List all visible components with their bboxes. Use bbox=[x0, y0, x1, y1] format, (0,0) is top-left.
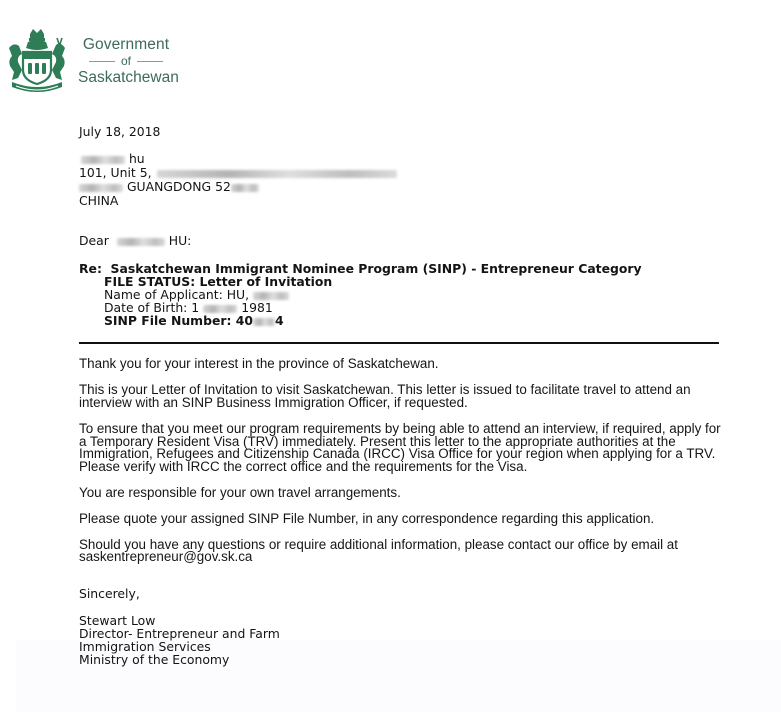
divider-rule bbox=[79, 342, 719, 344]
paragraph-thanks: Thank you for your interest in the province of Saskatchewan. bbox=[79, 356, 439, 371]
letter-paragraphs bbox=[79, 358, 724, 577]
redacted-dob bbox=[203, 305, 237, 313]
signature-block bbox=[79, 587, 280, 666]
recipient-name: hu bbox=[79, 152, 719, 166]
paragraph-travel: You are responsible for your own travel arrangements. bbox=[79, 484, 401, 500]
wordmark-of: of bbox=[120, 54, 131, 68]
government-wordmark bbox=[78, 35, 179, 86]
file-status: FILE STATUS: Letter of Invitation bbox=[104, 274, 333, 289]
redacted-street bbox=[157, 170, 397, 178]
paragraph-contact: Should you have any questions or require additional information, please contact our office by email at saskentrepreneur@gov.sk.ca bbox=[79, 536, 678, 565]
paragraph-file-number: Please quote your assigned SINP File Number, in any correspondence regarding this application. bbox=[79, 510, 655, 526]
recipient-address bbox=[79, 152, 719, 208]
wordmark-saskatchewan: Saskatchewan bbox=[78, 69, 179, 86]
redacted-city bbox=[79, 184, 123, 192]
contact-email-link[interactable]: saskentrepreneur@gov.sk.ca bbox=[79, 549, 253, 565]
closing: Sincerely, bbox=[79, 586, 140, 601]
applicant-name: Name of Applicant: HU, bbox=[79, 288, 719, 301]
coat-of-arms-icon bbox=[6, 26, 68, 96]
signatory-department: Ministry of the Economy bbox=[79, 652, 230, 667]
wordmark-rule-left bbox=[89, 61, 115, 62]
date-of-birth: Date of Birth: 1 1981 bbox=[104, 300, 273, 315]
signatory-name: Stewart Low bbox=[79, 613, 156, 628]
sinp-file-number: SINP File Number: 40 4 bbox=[104, 313, 284, 328]
wordmark-rule-right bbox=[137, 61, 163, 62]
wordmark-government: Government bbox=[82, 35, 170, 53]
salutation: Dear HU: bbox=[79, 233, 192, 248]
redacted-applicant-given-name bbox=[253, 292, 289, 300]
paragraph-invitation: This is your Letter of Invitation to visit Saskatchewan. This letter is issued to facilitate travel to attend an interview with an SINP Business Immigration Officer, if requested. bbox=[79, 382, 691, 410]
redacted-postal-code bbox=[231, 184, 259, 192]
redacted-given-name bbox=[81, 156, 125, 164]
redacted-given-name bbox=[117, 238, 165, 246]
recipient-address-line2: GUANGDONG 52 bbox=[79, 180, 719, 194]
signatory-title-1: Director- Entrepreneur and Farm bbox=[79, 626, 280, 641]
subject-block bbox=[79, 262, 719, 327]
letterhead-logo bbox=[6, 26, 179, 96]
letter-date: July 18, 2018 bbox=[79, 124, 161, 139]
subject-line: Re: Saskatchewan Immigrant Nominee Program (SINP) - Entrepreneur Category bbox=[79, 261, 642, 276]
paragraph-trv: To ensure that you meet our program requirements by being able to attend an interview, if required, apply for a Temporary Resident Visa (TRV) immediately. Present this letter to the appropriate authorities at the Immigration, Refugees and Citizenship Canada (IRCC) Visa Office for your region when applying for a TRV. Please verify with IRCC the correct office and the requirements for the Visa. bbox=[79, 420, 721, 474]
recipient-address-line1: 101, Unit 5, bbox=[79, 166, 719, 180]
signatory-title-2: Immigration Services bbox=[79, 639, 211, 654]
redacted-file-number bbox=[253, 318, 275, 326]
wordmark-of-row bbox=[78, 54, 174, 68]
recipient-country: CHINA bbox=[79, 193, 119, 208]
